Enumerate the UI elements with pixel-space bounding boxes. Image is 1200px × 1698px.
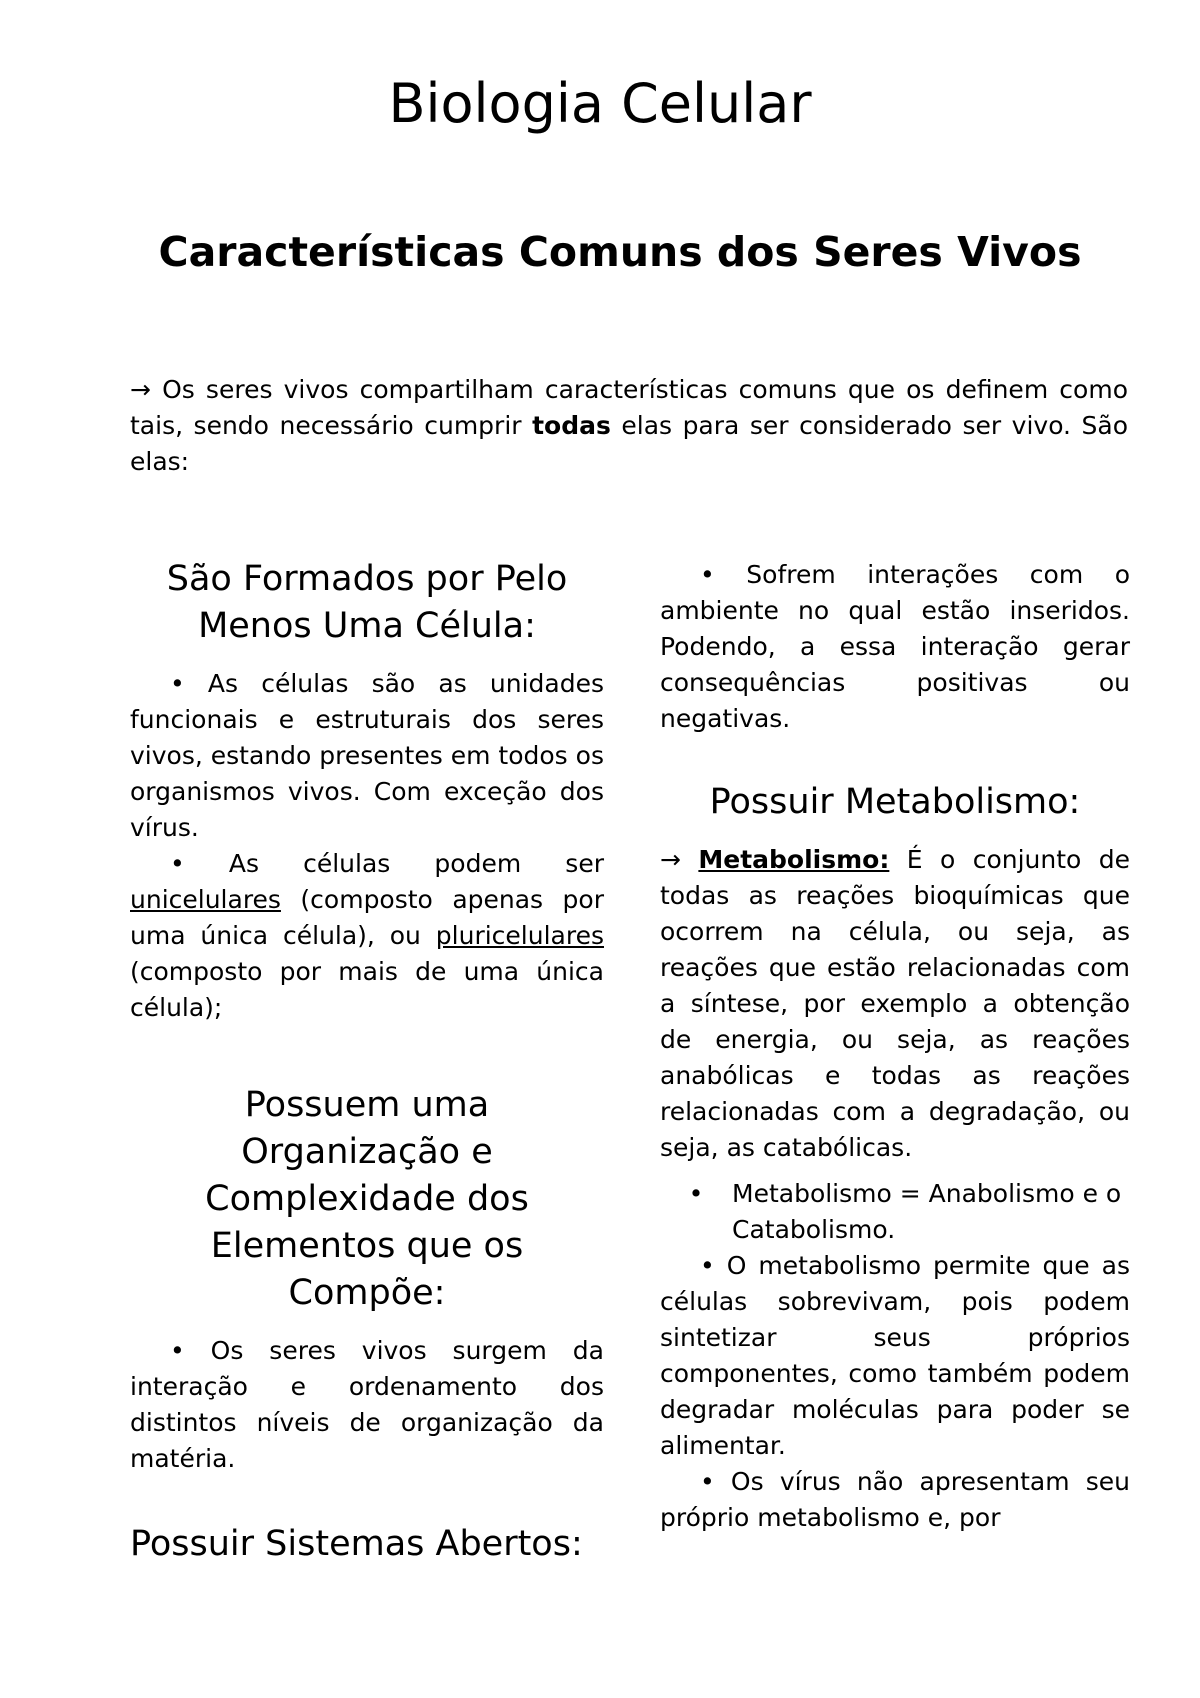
intro-paragraph: → Os seres vivos compartilham características comuns que os definem como tais, sendo necessário cumprir todas elas para ser considerado ser vivo. São elas: <box>130 375 1128 476</box>
term-metabolismo: Metabolismo: <box>698 845 890 874</box>
left-column <box>130 556 604 1568</box>
arrow-glyph: → <box>130 375 151 404</box>
bullet-organizacao: • Os seres vivos surgem da interação e ordenamento dos distintos níveis de organização da matéria. <box>130 1336 604 1473</box>
heading-metabolismo: Possuir Metabolismo: <box>709 782 1081 822</box>
metabolismo-definition: → Metabolismo: É o conjunto de todas as reações bioquímicas que ocorrem na célula, ou seja, as reações que estão relacionadas com a síntese, por exemplo a obtenção de energia, ou seja, as reações anabólicas e todas as reações relacionadas com a degradação, ou seja, as catabólicas. <box>660 845 1130 1162</box>
emphasis-todas: todas <box>532 411 611 440</box>
right-column <box>660 557 1130 1536</box>
heading-celula: São Formados por Pelo Menos Uma Célula: <box>166 559 568 646</box>
bullet-celulas-tipos: • As células podem ser unicelulares (composto apenas por uma única célula), ou pluricelulares (composto por mais de uma única célula); <box>130 849 604 1022</box>
bullet-anabolismo-catabolismo: • Metabolismo = Anabolismo e o Catabolismo. <box>660 1176 1130 1248</box>
bullet-metabolismo-sobrevivencia: • O metabolismo permite que as células sobrevivam, pois podem sintetizar seus próprios componentes, como também podem degradar moléculas para poder se alimentar. <box>660 1251 1130 1460</box>
term-unicelulares: unicelulares <box>130 885 281 914</box>
bullet-dot: • <box>688 1179 704 1208</box>
heading-organizacao: Possuem uma Organização e Complexidade dos Elementos que os Compõe: <box>205 1085 529 1313</box>
bullet-virus-metabolismo: • Os vírus não apresentam seu próprio metabolismo e, por <box>660 1467 1130 1532</box>
section-title: Características Comuns dos Seres Vivos <box>158 228 1082 276</box>
heading-sistemas-abertos: Possuir Sistemas Abertos: <box>130 1524 583 1564</box>
term-pluricelulares: pluricelulares <box>435 921 604 950</box>
bullet-interacoes: • Sofrem interações com o ambiente no qual estão inseridos. Podendo, a essa interação gerar consequências positivas ou negativas. <box>660 560 1130 733</box>
bullet-celulas-unidades: • As células são as unidades funcionais e estruturais dos seres vivos, estando presentes em todos os organismos vivos. Com exceção dos vírus. <box>130 669 604 842</box>
document-title: Biologia Celular <box>388 72 812 135</box>
